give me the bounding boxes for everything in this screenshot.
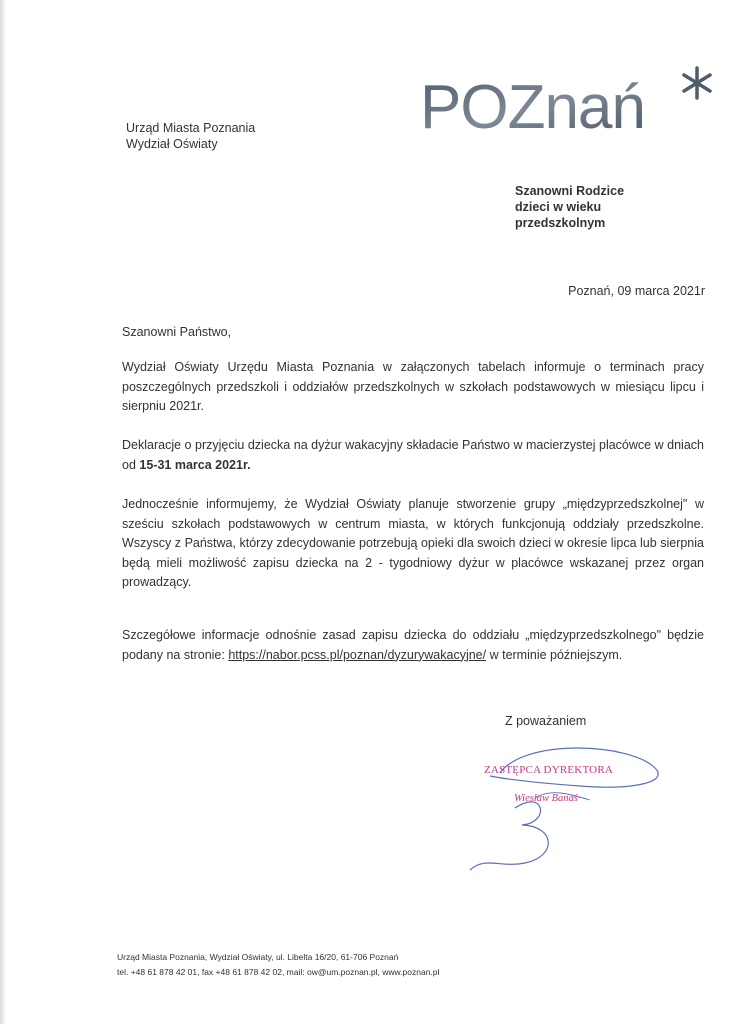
stamp-title: ZASTĘPCA DYREKTORA (484, 764, 613, 776)
letter-footer (117, 950, 439, 980)
enrollment-link[interactable]: https://nabor.pcss.pl/poznan/dyzurywakacyjne/ (228, 647, 487, 662)
salutation: Szanowni Państwo, (122, 325, 232, 339)
stamp-name: Wiesław Banaś (514, 793, 578, 804)
paragraph-schedule-info: Wydział Oświaty Urzędu Miasta Poznania w załączonych tabelach informuje o terminach pracy poszczególnych przedszkoli i oddziałów przedszkolnych w szkołach podstawowych w miesiącu lipcu i sierpniu 2021r. (122, 360, 704, 413)
logo-text: POZnań (420, 73, 645, 142)
sender-block (126, 120, 255, 152)
addressee-line-3: przedszkolnym (515, 216, 606, 230)
sender-office: Urząd Miasta Poznania (126, 121, 256, 135)
footer-contact: tel. +48 61 878 42 01, fax +48 61 878 42 02, mail: ow@um.poznan.pl, www.poznan.pl (117, 967, 440, 977)
addressee-line-2: dzieci w wieku (515, 200, 602, 214)
declaration-dates: 15-31 marca 2021r. (139, 457, 251, 472)
footer-address: Urząd Miasta Poznania, Wydział Oświaty, ul. Libelta 16/20, 61-706 Poznań (117, 952, 399, 962)
paragraph-inter-preschool-group: Jednocześnie informujemy, że Wydział Oświaty planuje stworzenie grupy „międzyprzedszkolnej" w sześciu szkołach podstawowych w centrum miasta, w których funkcjonują oddziały przedszkolne. Wszyscy z Państwa, którzy zdecydowanie potrzebują opieki dla swoich dzieci w okresie lipca lub sierpnia będą mieli możliwość zapisu dziecka na 2 - tygodniowy dyżur w placówce wskazanej przez organ prowadzący. (122, 497, 704, 589)
addressee-block (515, 183, 624, 231)
scan-edge (0, 0, 6, 1024)
paragraph-details (122, 626, 704, 665)
letter-date: Poznań, 09 marca 2021r (568, 284, 705, 298)
declaration-text: Deklaracje o przyjęciu dziecka na dyżur wakacyjny składacie Państwo w macierzystej placówce w dniach od (122, 438, 704, 472)
details-text: Szczegółowe informacje odnośnie zasad zapisu dziecka do oddziału „międzyprzedszkolnego" będzie podany na stronie: (122, 628, 704, 662)
sender-department: Wydział Oświaty (126, 137, 218, 151)
poznan-logo (420, 64, 720, 144)
details-text-end: w terminie późniejszym. (486, 647, 623, 662)
closing-phrase: Z poważaniem (505, 714, 587, 728)
asterisk-icon (684, 68, 710, 98)
paragraph-declaration (122, 436, 704, 475)
addressee-line-1: Szanowni Rodzice (515, 184, 625, 198)
